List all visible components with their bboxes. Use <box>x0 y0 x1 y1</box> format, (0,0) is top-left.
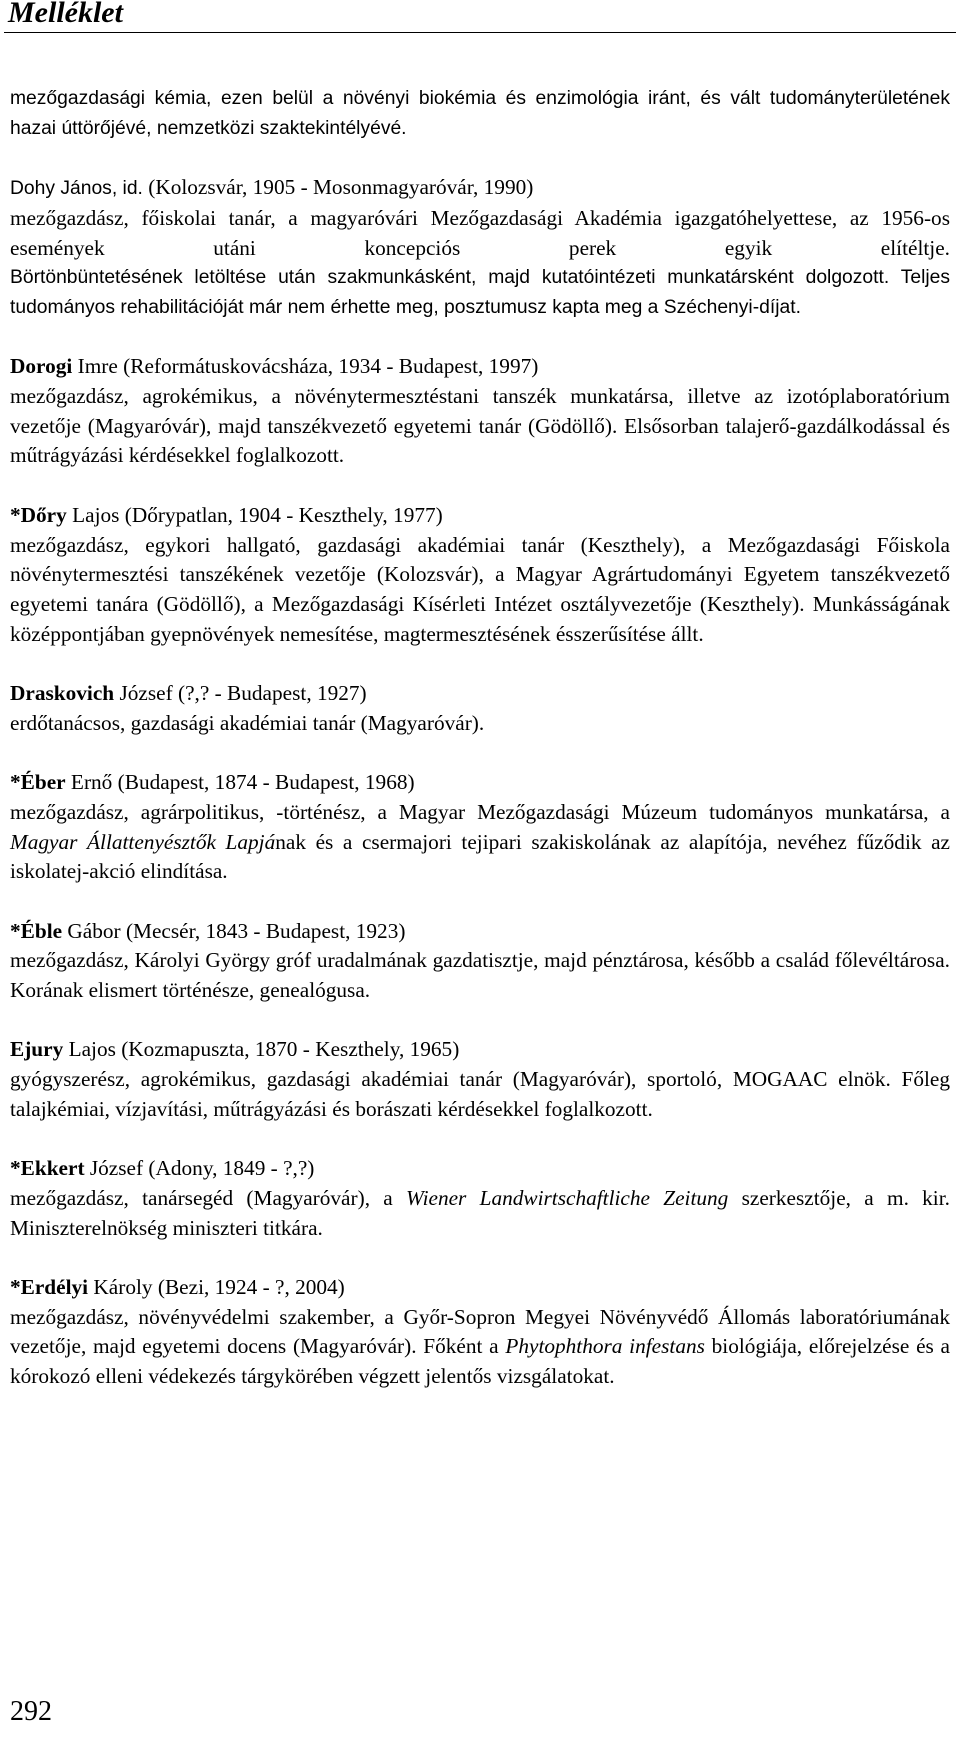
intro-paragraph: mezőgazdasági kémia, ezen belül a növényi biokémia és enzimológia iránt, és vált tudományterületének hazai úttörőjévé, nemzetközi szaktekintélyévé. <box>10 88 950 139</box>
entry-heading <box>10 679 950 709</box>
entry-dates: (Dőrypatlan, 1904 - Keszthely, 1977) <box>119 502 443 527</box>
entry-eber <box>10 768 950 887</box>
journal-title: Wiener Landwirtschaftliche Zeitung <box>406 1185 729 1210</box>
entry-name: *Éber <box>10 770 66 795</box>
entry-eble <box>10 917 950 1006</box>
entry-body: mezőgazdász, egykori hallgató, gazdasági akadémiai tanár (Keszthely), a Mezőgazdasági Főiskola növénytermesztési tanszékének vezetője (Kolozsvár), a Magyar Agrártudományi Egyetem tanszékvezető egyetemi tanára (Gödöllő), a Mezőgazdasági Kísérleti Intézet osztályvezetője (Keszthely). Munkásságának középpontjában gyepnövények nemesítése, magtermesztésének ésszerűsítése állt. <box>10 532 950 646</box>
species-name: Phytophthora infestans <box>505 1334 705 1359</box>
section-title: Melléklet <box>8 0 123 29</box>
entry-heading <box>10 768 950 798</box>
page-header <box>4 0 956 33</box>
entry-dates: (Adony, 1849 - ?,?) <box>143 1156 315 1181</box>
entry-heading <box>10 173 950 204</box>
entry-body-text: mezőgazdász, agrárpolitikus, -történész, a Magyar Mezőgazdasági Múzeum tudományos munkatársa, a <box>10 799 950 824</box>
entry-body-text: mezőgazdász, növényvédelmi szakember, a Győr-Sopron Megyei Növényvédő Állomás laboratóriumának vezetője, majd egyetemi docens (Magyaróvár). Főként a <box>10 1304 950 1359</box>
entry-dory <box>10 501 950 650</box>
entry-body: gyógyszerész, agrokémikus, gazdasági akadémiai tanár (Magyaróvár), sportoló, MOGAAC elnök. Főleg talajkémiai, vízjavítási, műtrágyázási és borászati kérdésekkel foglalkozott. <box>10 1067 950 1121</box>
entry-name: Draskovich <box>10 681 115 705</box>
entry-given-name: Károly <box>88 1274 153 1299</box>
entry-dates: (Kolozsvár, 1905 - Mosonmagyaróvár, 1990) <box>142 175 534 200</box>
entry-heading <box>10 501 950 531</box>
entry-dates: (?,? - Budapest, 1927) <box>172 681 367 705</box>
entry-name: *Éble <box>10 918 63 943</box>
entry-name: *Dőry <box>10 502 67 527</box>
entry-dorogi <box>10 352 950 471</box>
document-body <box>10 84 950 1421</box>
entry-dates: (Budapest, 1874 - Budapest, 1968) <box>112 770 415 795</box>
entry-body <box>10 1184 950 1243</box>
entry-given-name: Lajos <box>63 1037 116 1062</box>
entry-draskovich <box>10 679 950 738</box>
entry-body: erdőtanácsos, gazdasági akadémiai tanár (Magyaróvár). <box>10 710 485 735</box>
entry-heading <box>10 1035 950 1065</box>
entry-given-name: József <box>84 1156 144 1181</box>
entry-given-name: Lajos <box>66 502 120 527</box>
page-number: 292 <box>10 1696 52 1727</box>
journal-title: Magyar Állattenyésztők Lapjá <box>10 829 276 854</box>
entry-body: mezőgazdász, agrokémikus, a növénytermesztéstani tanszék munkatársa, illetve az izotóplaboratórium vezetője (Magyaróvár), majd tanszékvezető egyetemi tanár (Gödöllő). Elsősorban talajerő-gazdálkodással és műtrágyázási kérdésekkel foglalkozott. <box>10 384 950 468</box>
entry-given-name: Imre <box>72 354 118 379</box>
entry-dates: (Bezi, 1924 - ?, 2004) <box>152 1274 345 1299</box>
entry-given-name: Gábor <box>62 918 121 943</box>
entry-erdelyi <box>10 1273 950 1392</box>
entry-given-name: József <box>114 681 173 705</box>
entry-body-text: nak és a csermajori tejipari szakiskolának az alapítója, nevéhez fűződik az iskolatej-akció elindítása. <box>10 829 950 884</box>
entry-name: *Ekkert <box>10 1156 85 1181</box>
entry-dohy <box>10 173 950 323</box>
entry-given-name: János, id. <box>55 178 143 200</box>
entry-ejury <box>10 1035 950 1124</box>
entry-dates: (Reformátuskovácsháza, 1934 - Budapest, 1997) <box>117 354 539 379</box>
entry-body: mezőgazdász, főiskolai tanár, a magyaróvári Mezőgazdasági Akadémia igazgatóhelyettese, az 1956-os események utáni koncepciós perek egyik elítéltje. <box>10 205 950 260</box>
entry-body: mezőgazdász, Károlyi György gróf uradalmának gazdatisztje, majd pénztárosa, később a család főlevéltárosa. Korának elismert történésze, genealógusa. <box>10 948 950 1002</box>
entry-name: Ejury <box>10 1037 64 1062</box>
entry-heading <box>10 1154 950 1184</box>
entry-dates: (Kozmapuszta, 1870 - Keszthely, 1965) <box>115 1037 460 1062</box>
entry-body <box>10 798 950 887</box>
entry-ekkert <box>10 1154 950 1243</box>
entry-heading <box>10 917 950 947</box>
entry-dates: (Mecsér, 1843 - Budapest, 1923) <box>120 918 406 943</box>
entry-body-text: biológiája, előrejelzése és a kórokozó elleni védekezés tárgykörében végzett jelentős vizsgálatokat. <box>10 1334 950 1389</box>
entry-name: *Erdélyi <box>10 1274 89 1299</box>
entry-body-text: szerkesztője, a m. kir. Miniszterelnökség miniszteri titkára. <box>10 1185 950 1240</box>
entry-given-name: Ernő <box>65 770 113 795</box>
entry-body <box>10 1303 950 1392</box>
entry-heading <box>10 1273 950 1303</box>
entry-body-continued: Börtönbüntetésének letöltése után szakmunkásként, majd kutatóintézeti munkatársként dolgozott. Teljes tudományos rehabilitációját már nem érhette meg, posztumusz kapta meg a Széchenyi-díjat. <box>10 267 950 318</box>
entry-heading <box>10 352 950 382</box>
entry-body-text: mezőgazdász, tanársegéd (Magyaróvár), a <box>10 1185 407 1210</box>
entry-name: Dorogi <box>10 354 73 379</box>
entry-name: Dohy <box>10 178 56 200</box>
